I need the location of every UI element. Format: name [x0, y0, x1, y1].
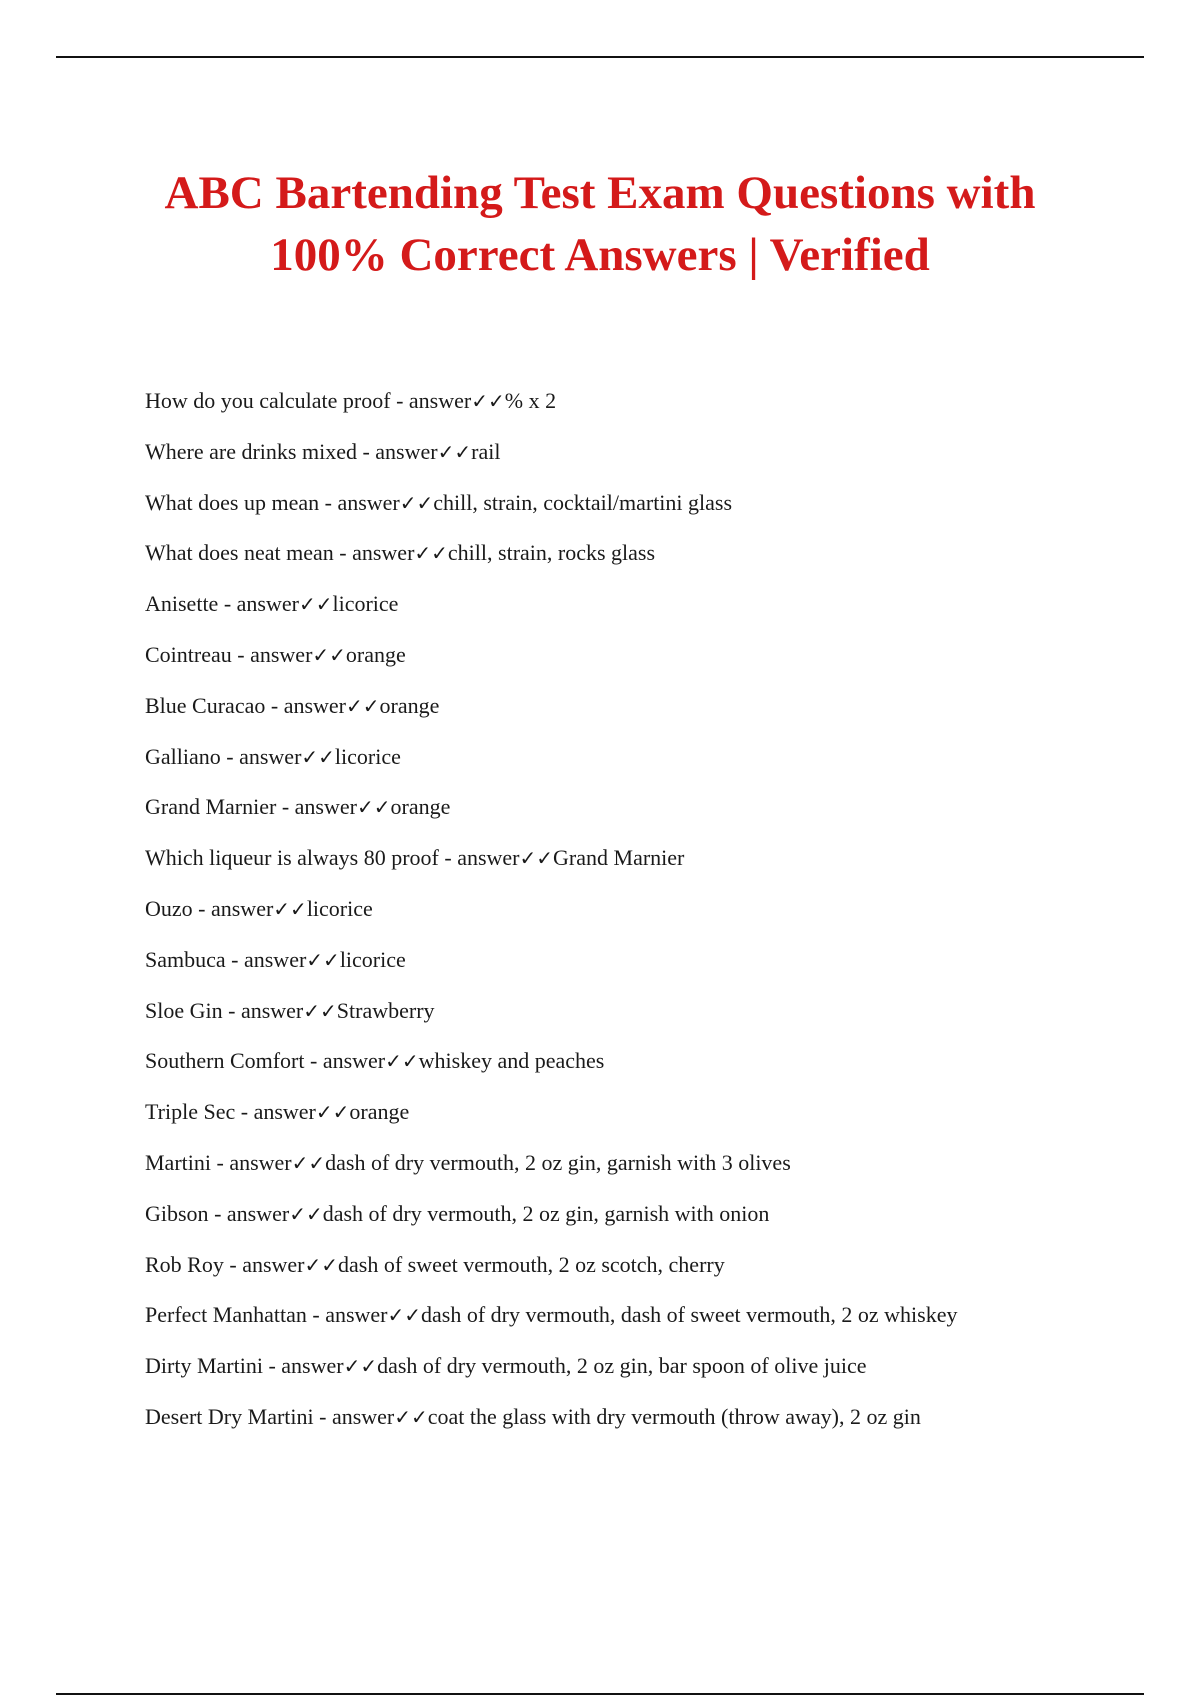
answer-label: answer	[352, 540, 415, 566]
check-mark-icon: ✓✓	[304, 1252, 339, 1277]
qa-item	[145, 1146, 1145, 1197]
question-text: Triple Sec	[145, 1099, 236, 1125]
separator: -	[223, 1251, 243, 1277]
qa-item	[145, 943, 1145, 994]
question-text: What does neat mean	[145, 540, 334, 566]
answer-text: orange	[349, 1099, 410, 1125]
answer-text: dash of dry vermouth, 2 oz gin, bar spoon of olive juice	[377, 1353, 867, 1379]
check-mark-icon: ✓✓	[303, 998, 337, 1023]
separator: -	[208, 1200, 227, 1226]
check-mark-icon: ✓✓	[346, 693, 380, 718]
check-mark-icon: ✓✓	[387, 1303, 422, 1328]
check-mark-icon: ✓✓	[312, 642, 346, 667]
separator: -	[306, 1302, 326, 1328]
answer-label: answer	[253, 1099, 316, 1125]
answer-text: whiskey and peaches	[418, 1048, 605, 1074]
qa-item	[145, 841, 1145, 892]
check-mark-icon: ✓✓	[519, 846, 554, 871]
separator: -	[262, 1353, 282, 1379]
check-mark-icon: ✓✓	[301, 744, 335, 769]
check-mark-icon: ✓✓	[343, 1354, 378, 1379]
check-mark-icon: ✓✓	[289, 1201, 323, 1226]
question-text: Perfect Manhattan	[145, 1302, 307, 1328]
question-text: Grand Marnier	[145, 794, 277, 820]
question-text: Where are drinks mixed	[145, 438, 357, 464]
separator: -	[438, 845, 458, 871]
separator: -	[231, 641, 251, 667]
check-mark-icon: ✓✓	[306, 947, 340, 972]
qa-item	[145, 1400, 1145, 1451]
question-text: Dirty Martini	[145, 1353, 263, 1379]
separator: -	[192, 895, 211, 921]
qa-item	[145, 994, 1145, 1045]
answer-text: orange	[390, 794, 451, 820]
qa-item	[145, 790, 1145, 841]
question-text: How do you calculate proof	[145, 388, 391, 413]
separator: -	[276, 794, 295, 820]
answer-text: dash of dry vermouth, dash of sweet vermouth, 2 oz whiskey	[421, 1302, 958, 1328]
answer-text: Strawberry	[336, 997, 435, 1023]
answer-label: answer	[281, 1353, 344, 1379]
bottom-rule	[56, 1693, 1144, 1695]
answer-label: answer	[210, 895, 274, 921]
answer-text: rail	[471, 438, 501, 464]
answer-label: answer	[322, 1048, 386, 1074]
answer-label: answer	[239, 743, 302, 769]
answer-label: answer	[375, 438, 438, 464]
answer-text: licorice	[306, 895, 373, 921]
check-mark-icon: ✓✓	[399, 490, 434, 515]
separator: -	[220, 743, 240, 769]
check-mark-icon: ✓✓	[315, 1100, 350, 1125]
check-mark-icon: ✓✓	[414, 541, 448, 566]
answer-label: answer	[243, 946, 307, 972]
check-mark-icon: ✓✓	[291, 1150, 326, 1175]
separator: -	[235, 1099, 254, 1125]
qa-item	[145, 587, 1145, 638]
check-mark-icon: ✓✓	[394, 1404, 428, 1429]
answer-text: orange	[379, 692, 440, 718]
check-mark-icon: ✓✓	[273, 896, 307, 921]
separator: -	[211, 1149, 230, 1175]
separator: -	[319, 489, 338, 515]
title-line-1: ABC Bartending Test Exam Questions with	[164, 167, 1036, 219]
separator: -	[313, 1403, 332, 1429]
question-text: Southern Comfort	[145, 1048, 305, 1074]
answer-label: answer	[325, 1302, 388, 1328]
answer-label: answer	[242, 1251, 305, 1277]
answer-text: chill, strain, rocks glass	[447, 540, 656, 566]
question-text: Anisette	[145, 591, 219, 617]
qa-item	[145, 384, 1145, 435]
top-rule	[56, 56, 1144, 58]
answer-label: answer	[457, 845, 520, 871]
answer-text: % x 2	[504, 388, 557, 413]
qa-item	[145, 1197, 1145, 1248]
qa-item	[145, 536, 1145, 587]
answer-text: licorice	[332, 591, 399, 617]
answer-text: dash of sweet vermouth, 2 oz scotch, cherry	[338, 1251, 725, 1277]
check-mark-icon: ✓✓	[298, 592, 333, 617]
answer-label: answer	[337, 489, 400, 515]
separator: -	[225, 946, 244, 972]
answer-text: dash of dry vermouth, 2 oz gin, garnish with onion	[322, 1200, 770, 1226]
qa-list	[145, 384, 1145, 1451]
check-mark-icon: ✓✓	[471, 389, 505, 413]
question-text: What does up mean	[145, 489, 320, 515]
qa-item	[145, 1349, 1145, 1400]
check-mark-icon: ✓✓	[385, 1049, 419, 1074]
check-mark-icon: ✓✓	[437, 439, 472, 464]
qa-item	[145, 486, 1145, 537]
answer-text: orange	[345, 641, 406, 667]
qa-item	[145, 1095, 1145, 1146]
answer-label: answer	[226, 1200, 290, 1226]
answer-text: chill, strain, cocktail/martini glass	[433, 489, 733, 515]
question-text: Sambuca	[145, 946, 226, 972]
question-text: Blue Curacao	[145, 692, 266, 718]
qa-item	[145, 740, 1145, 791]
answer-label: answer	[229, 1149, 292, 1175]
answer-text: Grand Marnier	[553, 845, 685, 871]
answer-label: answer	[408, 388, 472, 413]
separator: -	[356, 438, 376, 464]
question-text: Rob Roy	[145, 1251, 224, 1277]
separator: -	[265, 692, 284, 718]
answer-label: answer	[331, 1403, 395, 1429]
separator: -	[218, 591, 237, 617]
document-title	[0, 162, 1200, 286]
answer-label: answer	[240, 997, 304, 1023]
check-mark-icon: ✓✓	[356, 795, 391, 820]
answer-text: coat the glass with dry vermouth (throw away), 2 oz gin	[427, 1403, 921, 1429]
qa-item	[145, 1298, 1145, 1349]
question-text: Galliano	[145, 743, 221, 769]
question-text: Sloe Gin	[145, 997, 223, 1023]
qa-item	[145, 1044, 1145, 1095]
qa-item	[145, 892, 1145, 943]
separator: -	[222, 997, 241, 1023]
qa-item	[145, 435, 1145, 486]
question-text: Desert Dry Martini	[145, 1403, 314, 1429]
title-line-2: 100% Correct Answers | Verified	[270, 229, 930, 281]
question-text: Martini	[145, 1149, 211, 1175]
question-text: Gibson	[145, 1200, 209, 1226]
question-text: Cointreau	[145, 641, 232, 667]
separator: -	[333, 540, 353, 566]
separator: -	[390, 388, 409, 413]
answer-label: answer	[294, 794, 357, 820]
answer-label: answer	[236, 591, 299, 617]
qa-item	[145, 638, 1145, 689]
answer-label: answer	[283, 692, 346, 718]
qa-item	[145, 1248, 1145, 1299]
answer-text: dash of dry vermouth, 2 oz gin, garnish with 3 olives	[325, 1149, 791, 1175]
question-text: Which liqueur is always 80 proof	[145, 845, 439, 871]
question-text: Ouzo	[145, 895, 193, 921]
answer-text: licorice	[334, 743, 401, 769]
answer-text: licorice	[339, 946, 406, 972]
answer-label: answer	[250, 641, 313, 667]
separator: -	[304, 1048, 323, 1074]
qa-item	[145, 689, 1145, 740]
